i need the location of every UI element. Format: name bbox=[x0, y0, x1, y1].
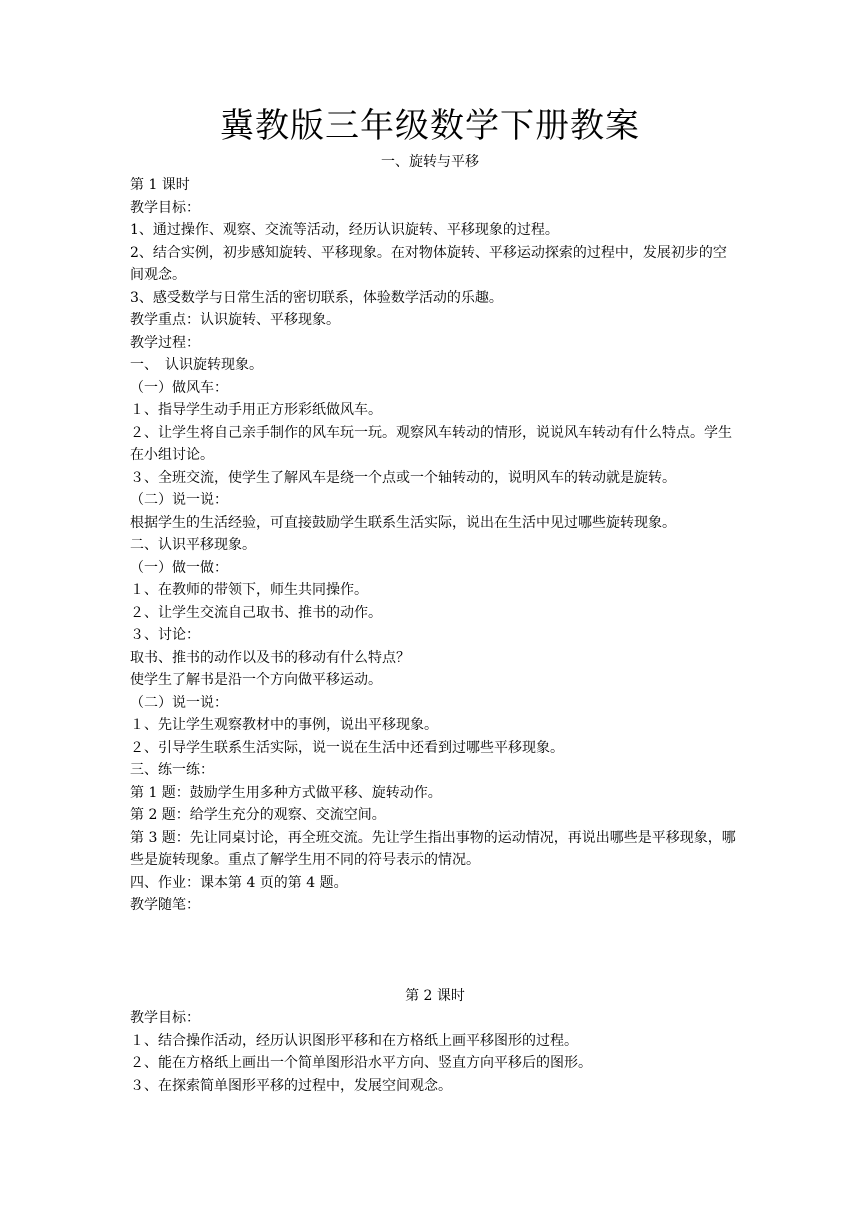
text-line: 三、练一练： bbox=[130, 762, 214, 778]
text-line: ２、让学生将自己亲手制作的风车玩一玩。观察风车转动的情形，说说风车转动有什么特点。学生在小组讨论。 bbox=[130, 424, 732, 463]
text-line: 1、通过操作、观察、交流等活动，经历认识旋转、平移现象的过程。 bbox=[130, 222, 559, 238]
text-line: 教学过程： bbox=[130, 334, 200, 351]
text-line: １、在教师的带领下，师生共同操作。 bbox=[130, 582, 368, 598]
blank-space bbox=[130, 917, 740, 985]
document-body bbox=[130, 174, 740, 1097]
text-line: ３、全班交流，使学生了解风车是绕一个点或一个轴转动的，说明风车的转动就是旋转。 bbox=[130, 469, 676, 486]
lesson-2-heading: 第 2 课时 bbox=[405, 987, 465, 1004]
text-line: 第 2 题：给学生充分的观察、交流空间。 bbox=[130, 807, 386, 823]
text-line: 二、认识平移现象。 bbox=[130, 537, 256, 553]
text-line: ３、讨论： bbox=[130, 627, 200, 643]
text-line: 使学生了解书是沿一个方向做平移运动。 bbox=[130, 672, 382, 688]
text-line: 一、 认识旋转现象。 bbox=[130, 357, 263, 373]
text-line: 第 3 题：先让同桌讨论，再全班交流。先让学生指出事物的运动情况，再说出哪些是平移现象，哪些是旋转现象。重点了解学生用不同的符号表示的情况。 bbox=[130, 829, 736, 868]
text-line: 第 1 课时 bbox=[130, 177, 190, 193]
text-line: 教学目标： bbox=[130, 199, 200, 216]
text-line: ２、能在方格纸上画出一个简单图形沿水平方向、竖直方向平移后的图形。 bbox=[130, 1055, 592, 1071]
text-line: ３、在探索简单图形平移的过程中，发展空间观念。 bbox=[130, 1077, 452, 1094]
document-title: 冀教版三年级数学下册教案 bbox=[220, 106, 640, 146]
text-line: 四、作业：课本第 4 页的第 4 题。 bbox=[130, 874, 348, 891]
text-line: １、先让学生观察教材中的事例，说出平移现象。 bbox=[130, 717, 438, 733]
text-line: ２、让学生交流自己取书、推书的动作。 bbox=[130, 604, 382, 621]
text-line: 2、结合实例，初步感知旋转、平移现象。在对物体旋转、平移运动探索的过程中，发展初步的空间观念。 bbox=[130, 244, 727, 283]
section-heading: 一、旋转与平移 bbox=[381, 154, 479, 170]
text-line: （一）做一做： bbox=[130, 559, 228, 576]
text-line: 取书、推书的动作以及书的移动有什么特点？ bbox=[130, 649, 410, 666]
text-line: （一）做风车： bbox=[130, 379, 228, 396]
text-line: １、结合操作活动，经历认识图形平移和在方格纸上画平移图形的过程。 bbox=[130, 1032, 578, 1049]
text-line: 根据学生的生活经验，可直接鼓励学生联系生活实际，说出在生活中见过哪些旋转现象。 bbox=[130, 514, 676, 531]
text-line: １、指导学生动手用正方形彩纸做风车。 bbox=[130, 402, 382, 418]
text-line: 3、感受数学与日常生活的密切联系，体验数学活动的乐趣。 bbox=[130, 289, 503, 306]
text-line: 教学随笔： bbox=[130, 897, 200, 913]
text-line: 第 1 题：鼓励学生用多种方式做平移、旋转动作。 bbox=[130, 784, 442, 801]
text-line: （二）说一说： bbox=[130, 694, 228, 711]
text-line: （二）说一说： bbox=[130, 492, 228, 508]
text-line: ２、引导学生联系生活实际，说一说在生活中还看到过哪些平移现象。 bbox=[130, 739, 564, 756]
text-line: 教学目标： bbox=[130, 1010, 200, 1026]
text-line: 教学重点：认识旋转、平移现象。 bbox=[130, 312, 340, 328]
